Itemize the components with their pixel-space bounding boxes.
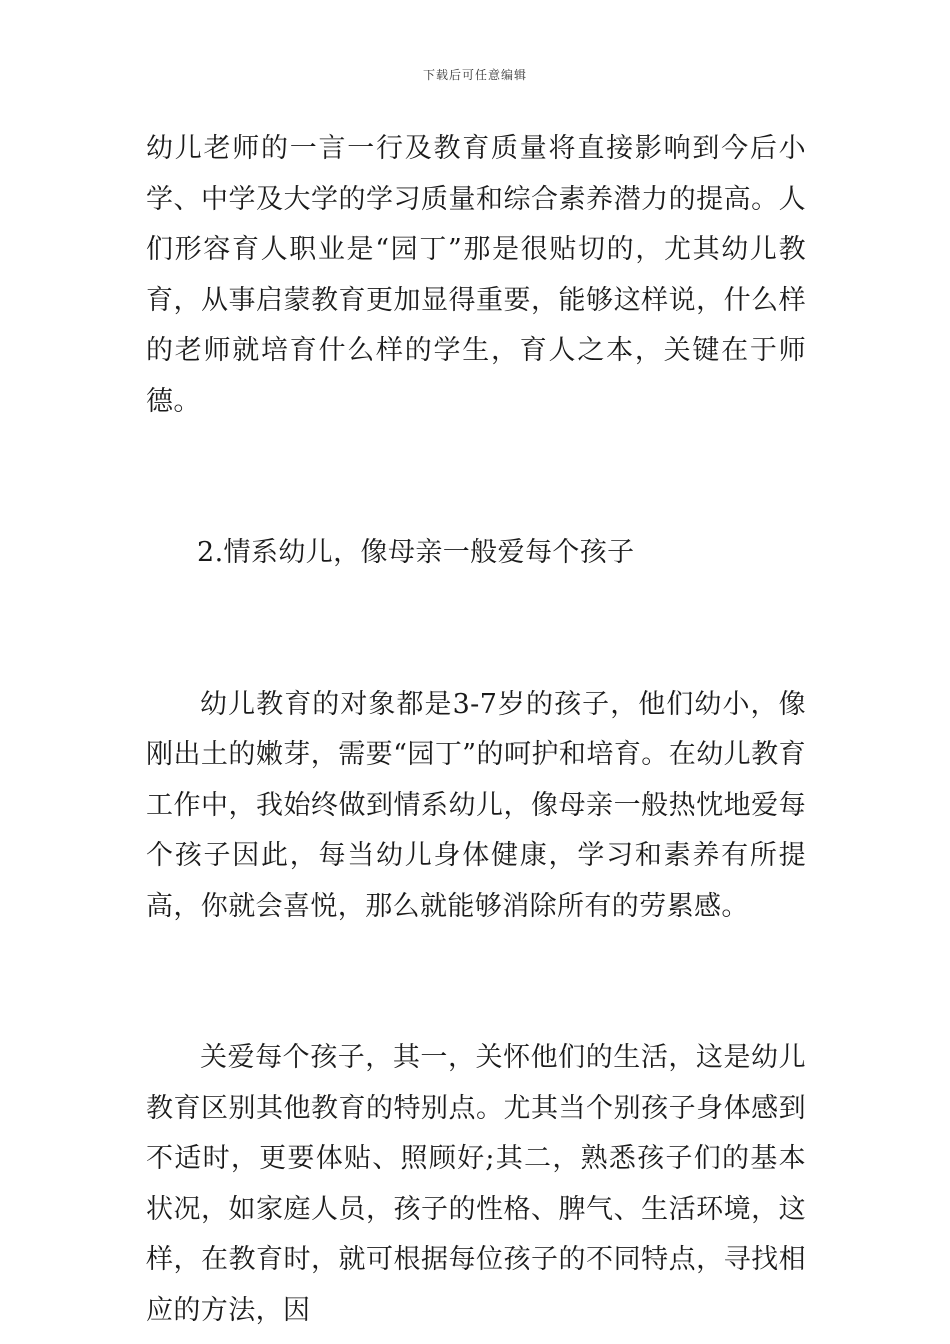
paragraph-teacher-influence: 幼儿老师的一言一行及教育质量将直接影响到今后小学、中学及大学的学习质量和综合素养潜力的提高。人们形容育人职业是“园丁”那是很贴切的，尤其幼儿教育，从事启蒙教育更加显得重要，能够这样说，什么样的老师就培育什么样的学生，育人之本，关键在于师德。 [146,133,806,417]
section-heading-2: 2.情系幼儿，像母亲一般爱每个孩子 [197,537,635,568]
spacer [146,579,806,680]
paragraph-children-care: 幼儿教育的对象都是3-7岁的孩子，他们幼小，像刚出土的嫩芽，需要“园丁”的呵护和培育。在幼儿教育工作中，我始终做到情系幼儿，像母亲一般热忱地爱每个孩子因此，每当幼儿身体健康，学习和素养有所提高，你就会喜悦，那么就能够消除所有的劳累感。 [146,688,806,922]
document-body [146,124,806,1336]
paragraph-love-each-child: 关爱每个孩子，其一，关怀他们的生活，这是幼儿教育区别其他教育的特别点。尤其当个别孩子身体感到不适时，更要体贴、照顾好;其二，熟悉孩子们的基本状况，如家庭人员，孩子的性格、脾气、生活环境，这样，在教育时，就可根据每位孩子的不同特点，寻找相应的方法，因 [146,1042,806,1326]
header-note: 下载后可任意编辑 [422,68,527,82]
spacer [146,932,806,1033]
spacer [146,427,806,528]
